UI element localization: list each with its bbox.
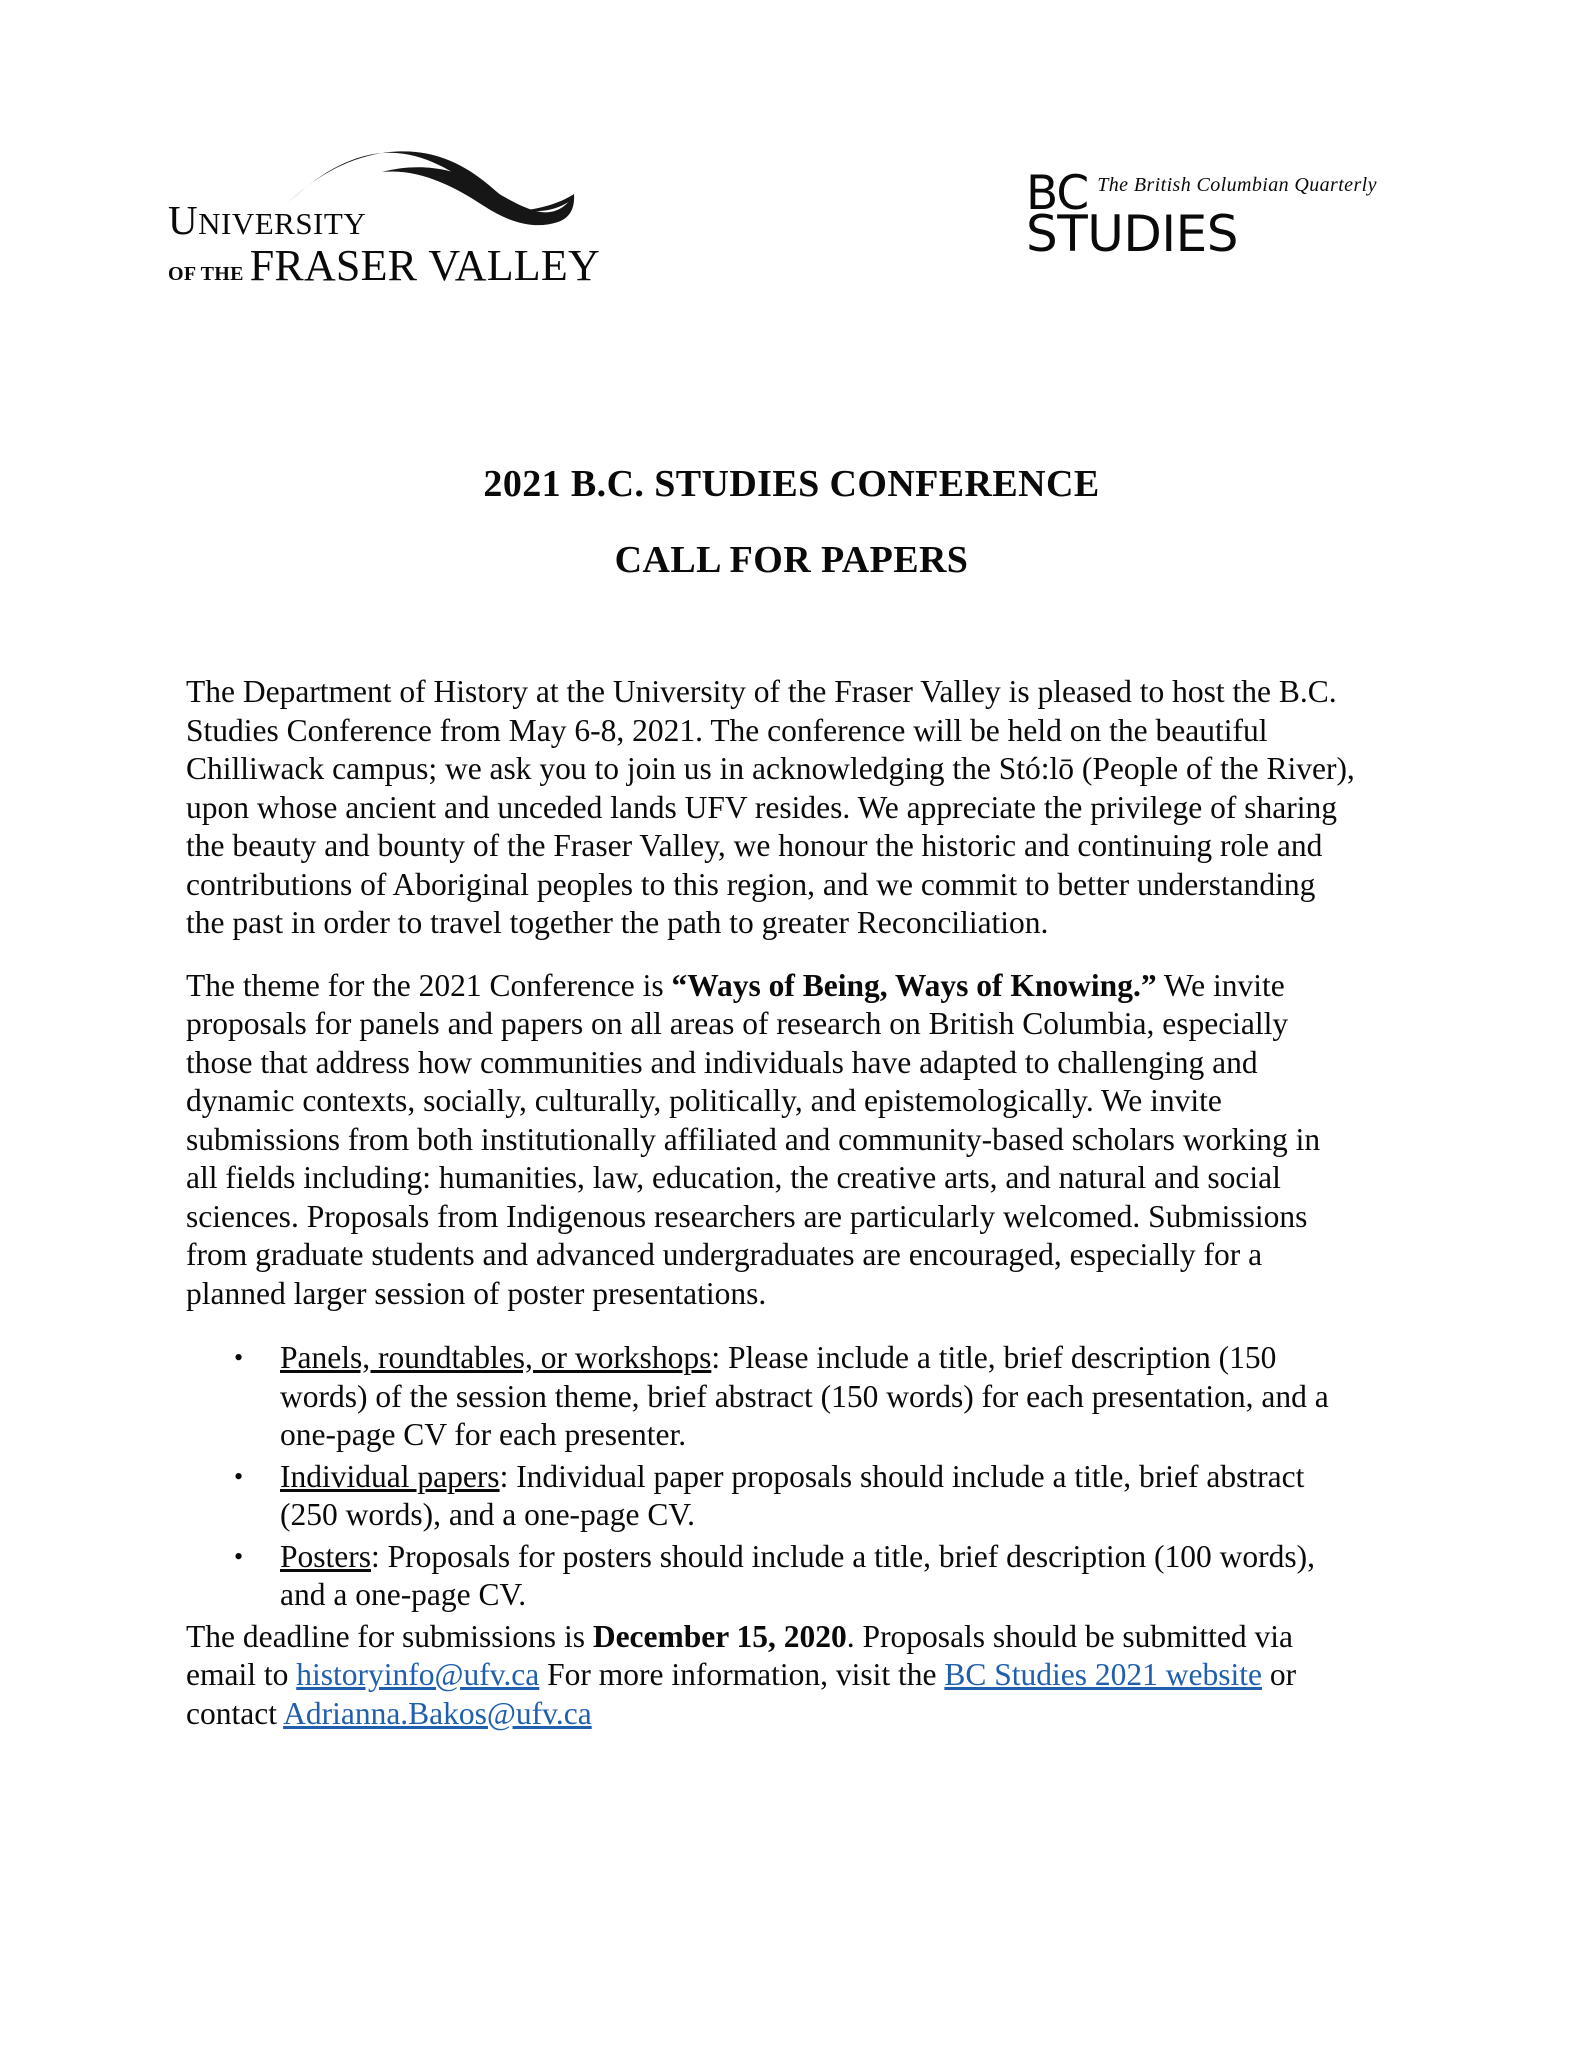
paragraph-intro: The Department of History at the University of the Fraser Valley is pleased to host the B.C. Studies Conference from May 6-8, 2021. The conference will be held on the beautiful Chilliwack campus; we ask you to join us in acknowledging the Stó:lō (People of the River), upon whose ancient and unceded lands UFV resides. We appreciate the privilege of sharing the beauty and bounty of the Fraser Valley, we honour the historic and continuing role and contributions of Aboriginal peoples to this region, and we commit to better understanding the past in order to travel together the path to greater Reconciliation. — [186, 674, 1355, 940]
bc-studies-website-link[interactable]: BC Studies 2021 website — [944, 1657, 1262, 1692]
ufv-f-cap: F — [249, 241, 275, 290]
conference-theme: “Ways of Being, Ways of Knowing.” — [671, 967, 1157, 1003]
logo-header-band — [0, 150, 1583, 340]
theme-body-text: We invite proposals for panels and papers on all areas of research on British Columbia, especially those that address how communities and individuals have adapted to challenging and dynamic contexts, socially, culturally, politically, and epistemologically. We invite submissions from both institutionally affiliated and community-based scholars working in all fields including: humanities, law, education, the creative arts, and natural and social sciences. Proposals from Indigenous researchers are particularly welcomed. Submissions from graduate students and advanced undergraduates are encouraged, especially for a planned larger session of poster presentations. — [186, 967, 1321, 1311]
ufv-raser-smallcaps: RASER — [274, 241, 418, 290]
submission-types-list — [186, 1339, 1358, 1615]
bullet-body-text: : Please include a title, brief description (150 words) of the session theme, brief abstract (150 words) for each presentation, and a one-page CV for each presenter. — [280, 1340, 1329, 1452]
bullet-body-text: : Proposals for posters should include a title, brief description (100 words), and a one-page CV. — [280, 1538, 1315, 1612]
ufv-fraser-valley-text — [249, 241, 600, 290]
more-info-text: For more information, visit the — [539, 1657, 945, 1692]
bullet-lead-label: Posters — [280, 1538, 372, 1574]
ufv-u-cap: U — [168, 197, 199, 243]
paragraph-theme — [186, 967, 1358, 1314]
ufv-of-the-text: OF THE — [168, 263, 244, 285]
bc-studies-bc-text: BC — [1026, 166, 1089, 221]
title-block — [0, 465, 1583, 579]
ufv-v-cap: V — [428, 241, 455, 290]
or-contact-text: or contact — [186, 1657, 1297, 1731]
document-body — [186, 673, 1358, 1757]
bullet-body-text: : Individual paper proposals should include a title, brief abstract (250 words), and a one-page CV. — [280, 1458, 1305, 1532]
ufv-alley-smallcaps: ALLEY — [454, 241, 600, 290]
theme-intro-text: The theme for the 2021 Conference is — [186, 967, 672, 1003]
bc-studies-logo — [1026, 166, 1377, 282]
page-subtitle: CALL FOR PAPERS — [614, 539, 969, 581]
email-link-adrianna-bakos[interactable]: Adrianna.Bakos@ufv.ca — [283, 1695, 592, 1731]
page-title: 2021 B.C. STUDIES CONFERENCE — [483, 463, 1100, 505]
bullet-lead-label: Panels, roundtables, or workshops — [280, 1340, 712, 1375]
paragraph-deadline-contact — [186, 1618, 1358, 1734]
deadline-intro-text: The deadline for submissions is — [186, 1618, 593, 1654]
ufv-wordmark — [168, 197, 600, 290]
bullet-lead-label: Individual papers — [280, 1458, 500, 1494]
list-item — [186, 1339, 1358, 1455]
email-link-historyinfo[interactable]: historyinfo@ufv.ca — [296, 1657, 540, 1692]
list-item — [186, 1538, 1358, 1615]
bc-studies-tagline: The British Columbian Quarterly — [1097, 174, 1377, 196]
ufv-wordmark-line-university — [168, 197, 568, 243]
ufv-university-smallcaps: NIVERSITY — [198, 206, 367, 241]
university-of-the-fraser-valley-logo — [168, 150, 600, 290]
list-item — [186, 1458, 1358, 1535]
submission-deadline: December 15, 2020 — [592, 1618, 847, 1654]
bc-studies-studies-text: STUDIES — [1026, 205, 1238, 264]
deadline-after-text: . Proposals should be submitted via email to — [186, 1618, 1294, 1692]
ufv-wordmark-line-fraser-valley — [168, 241, 600, 290]
